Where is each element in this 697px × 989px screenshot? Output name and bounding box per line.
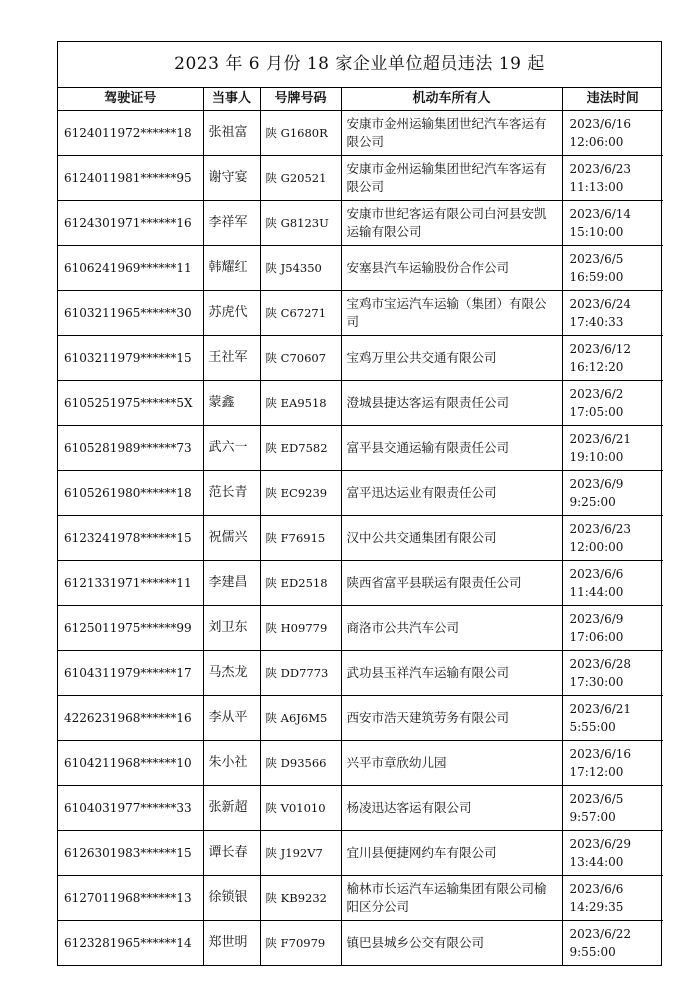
violation-clock: 13:44:00 [569,854,624,869]
violation-date: 2023/6/12 [569,341,632,356]
violation-date: 2023/6/5 [569,791,624,806]
license-cell: 4226231968******16 [58,695,203,740]
plate-cell: 陕 ED7582 [260,425,341,470]
table-row [58,785,663,830]
violation-clock: 17:06:00 [569,629,624,644]
license-cell: 6106241969******11 [58,245,203,290]
table-row [58,605,663,650]
time-cell [562,515,663,560]
owner-cell: 安康市金州运输集团世纪汽车客运有限公司 [341,155,562,200]
time-cell [562,380,663,425]
license-cell: 6104211968******10 [58,740,203,785]
owner-cell: 汉中公共交通集团有限公司 [341,515,562,560]
violation-date: 2023/6/22 [569,926,632,941]
license-cell: 6104311979******17 [58,650,203,695]
owner-cell: 宜川县便捷网约车有限公司 [341,830,562,875]
party-cell: 谭长春 [203,830,260,875]
time-cell [562,785,663,830]
time-cell [562,155,663,200]
violation-date: 2023/6/5 [569,251,624,266]
license-cell: 6103211965******30 [58,290,203,335]
license-cell: 6124011972******18 [58,110,203,155]
violation-clock: 9:25:00 [569,494,616,509]
violation-date: 2023/6/21 [569,431,632,446]
violation-table [58,88,663,965]
violation-clock: 15:10:00 [569,224,624,239]
header-time: 违法时间 [562,88,663,110]
party-cell: 张新超 [203,785,260,830]
header-license: 驾驶证号 [58,88,203,110]
table-row [58,560,663,605]
party-cell: 朱小社 [203,740,260,785]
violation-clock: 12:06:00 [569,134,624,149]
table-row [58,290,663,335]
owner-cell: 杨凌迅达客运有限公司 [341,785,562,830]
time-cell [562,605,663,650]
plate-cell: 陕 J54350 [260,245,341,290]
plate-cell: 陕 C67271 [260,290,341,335]
party-cell: 武六一 [203,425,260,470]
party-cell: 郑世明 [203,920,260,965]
plate-cell: 陕 G20521 [260,155,341,200]
owner-cell: 宝鸡万里公共交通有限公司 [341,335,562,380]
party-cell: 谢守宴 [203,155,260,200]
violation-date: 2023/6/14 [569,206,632,221]
party-cell: 李祥军 [203,200,260,245]
table-row [58,695,663,740]
violation-clock: 16:59:00 [569,269,624,284]
plate-cell: 陕 F76915 [260,515,341,560]
plate-cell: 陕 DD7773 [260,650,341,695]
license-cell: 6104031977******33 [58,785,203,830]
owner-cell: 安康市金州运输集团世纪汽车客运有限公司 [341,110,562,155]
table-row [58,200,663,245]
license-cell: 6124301971******16 [58,200,203,245]
time-cell [562,560,663,605]
owner-cell: 商洛市公共汽车公司 [341,605,562,650]
party-cell: 苏虎代 [203,290,260,335]
plate-cell: 陕 ED2518 [260,560,341,605]
license-cell: 6121331971******11 [58,560,203,605]
owner-cell: 陕西省富平县联运有限责任公司 [341,560,562,605]
plate-cell: 陕 J192V7 [260,830,341,875]
party-cell: 李从平 [203,695,260,740]
time-cell [562,830,663,875]
party-cell: 马杰龙 [203,650,260,695]
violation-date: 2023/6/23 [569,521,632,536]
violation-date: 2023/6/16 [569,746,632,761]
owner-cell: 镇巴县城乡公交有限公司 [341,920,562,965]
license-cell: 6123241978******15 [58,515,203,560]
violation-clock: 17:40:33 [569,314,624,329]
table-row [58,920,663,965]
owner-cell: 安康市世纪客运有限公司白河县安凯运输有限公司 [341,200,562,245]
violation-date: 2023/6/9 [569,476,624,491]
plate-cell: 陕 V01010 [260,785,341,830]
violation-clock: 11:13:00 [569,179,624,194]
table-row [58,740,663,785]
plate-cell: 陕 A6J6M5 [260,695,341,740]
table-row [58,830,663,875]
license-cell: 6123281965******14 [58,920,203,965]
violation-document [57,41,662,966]
violation-clock: 9:57:00 [569,809,616,824]
license-cell: 6124011981******95 [58,155,203,200]
table-row [58,515,663,560]
violation-clock: 11:44:00 [569,584,624,599]
table-row [58,335,663,380]
owner-cell: 西安市浩天建筑劳务有限公司 [341,695,562,740]
violation-clock: 17:12:00 [569,764,624,779]
owner-cell: 富平迅达运业有限责任公司 [341,470,562,515]
table-row [58,245,663,290]
owner-cell: 榆林市长运汽车运输集团有限公司榆阳区分公司 [341,875,562,920]
time-cell [562,740,663,785]
violation-date: 2023/6/21 [569,701,632,716]
violation-clock: 17:30:00 [569,674,624,689]
time-cell [562,290,663,335]
violation-date: 2023/6/6 [569,566,624,581]
owner-cell: 兴平市章欣幼儿园 [341,740,562,785]
time-cell [562,425,663,470]
violation-date: 2023/6/16 [569,116,632,131]
table-row [58,155,663,200]
owner-cell: 宝鸡市宝运汽车运输（集团）有限公司 [341,290,562,335]
table-row [58,470,663,515]
table-row [58,875,663,920]
party-cell: 祝儒兴 [203,515,260,560]
party-cell: 韩耀红 [203,245,260,290]
violation-clock: 14:29:35 [569,899,624,914]
time-cell [562,920,663,965]
table-row [58,110,663,155]
license-cell: 6126301983******15 [58,830,203,875]
violation-date: 2023/6/23 [569,161,632,176]
header-plate: 号牌号码 [260,88,341,110]
plate-cell: 陕 EA9518 [260,380,341,425]
header-party: 当事人 [203,88,260,110]
owner-cell: 安塞县汽车运输股份合作公司 [341,245,562,290]
plate-cell: 陕 G8123U [260,200,341,245]
plate-cell: 陕 EC9239 [260,470,341,515]
document-title: 2023 年 6 月份 18 家企业单位超员违法 19 起 [58,42,661,88]
license-cell: 6127011968******13 [58,875,203,920]
violation-clock: 17:05:00 [569,404,624,419]
license-cell: 6125011975******99 [58,605,203,650]
license-cell: 6105261980******18 [58,470,203,515]
license-cell: 6105251975******5X [58,380,203,425]
time-cell [562,335,663,380]
plate-cell: 陕 H09779 [260,605,341,650]
violation-date: 2023/6/6 [569,881,624,896]
table-row [58,425,663,470]
license-cell: 6105281989******73 [58,425,203,470]
table-row [58,380,663,425]
violation-date: 2023/6/9 [569,611,624,626]
time-cell [562,470,663,515]
table-header-row [58,88,663,110]
party-cell: 刘卫东 [203,605,260,650]
party-cell: 李建昌 [203,560,260,605]
party-cell: 徐锁银 [203,875,260,920]
time-cell [562,650,663,695]
license-cell: 6103211979******15 [58,335,203,380]
time-cell [562,200,663,245]
violation-clock: 5:55:00 [569,719,616,734]
violation-clock: 19:10:00 [569,449,624,464]
violation-clock: 16:12:20 [569,359,624,374]
owner-cell: 澄城县捷达客运有限责任公司 [341,380,562,425]
plate-cell: 陕 F70979 [260,920,341,965]
table-row [58,650,663,695]
time-cell [562,245,663,290]
plate-cell: 陕 C70607 [260,335,341,380]
plate-cell: 陕 D93566 [260,740,341,785]
party-cell: 王社军 [203,335,260,380]
violation-clock: 12:00:00 [569,539,624,554]
party-cell: 蒙鑫 [203,380,260,425]
violation-date: 2023/6/28 [569,656,632,671]
time-cell [562,875,663,920]
owner-cell: 富平县交通运输有限责任公司 [341,425,562,470]
plate-cell: 陕 G1680R [260,110,341,155]
party-cell: 范长青 [203,470,260,515]
time-cell [562,110,663,155]
violation-date: 2023/6/2 [569,386,624,401]
plate-cell: 陕 KB9232 [260,875,341,920]
party-cell: 张祖富 [203,110,260,155]
violation-clock: 9:55:00 [569,944,616,959]
time-cell [562,695,663,740]
violation-date: 2023/6/24 [569,296,632,311]
violation-date: 2023/6/29 [569,836,632,851]
header-owner: 机动车所有人 [341,88,562,110]
owner-cell: 武功县玉祥汽车运输有限公司 [341,650,562,695]
